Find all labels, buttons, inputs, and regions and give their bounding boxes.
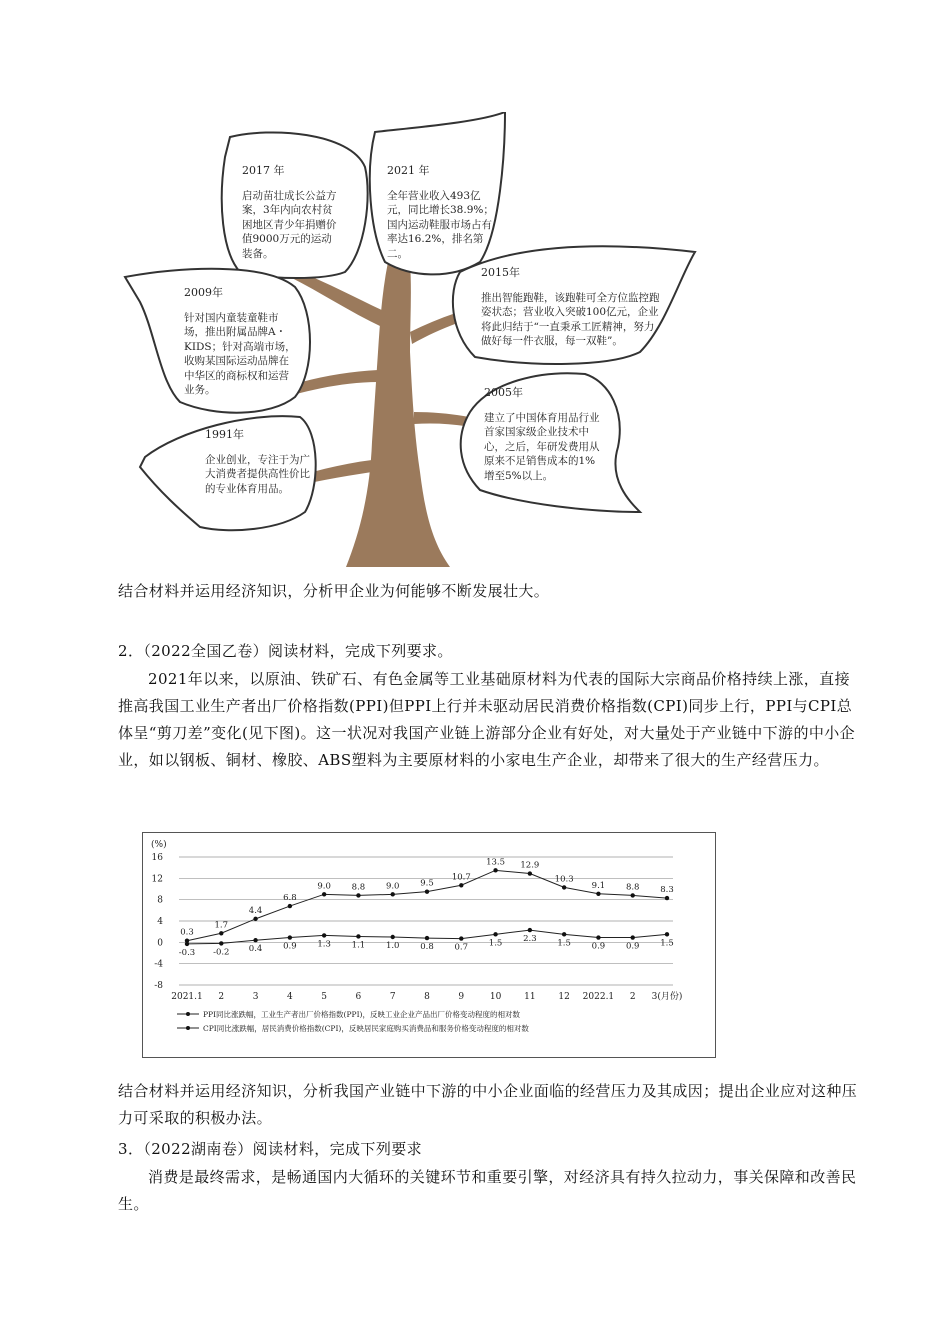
y-axis-label: (%) [151,840,167,850]
x-tick-label: 11 [524,992,536,1002]
data-label-ppi: 10.7 [451,872,471,883]
data-label-cpi: 0.7 [454,942,469,953]
data-label-ppi: 9.0 [317,881,331,892]
leaf-text-2015: 2015年 推出智能跑鞋，该跑鞋可全方位监控跑姿状态；营业收入突破100亿元，企业将此归结于“一直秉承工匠精神，努力做好每一件衣服，每一双鞋”。 [481,266,660,347]
data-point-cpi [528,928,532,932]
data-label-ppi: 10.3 [554,874,574,885]
data-label-ppi: 8.8 [625,882,640,893]
data-label-cpi: -0.2 [213,947,230,958]
data-point-ppi [391,892,395,896]
y-tick-label: -4 [154,959,163,970]
chart-svg [143,833,715,1057]
data-point-cpi [322,933,326,937]
data-point-cpi [425,936,429,940]
y-tick-label: 4 [157,917,163,927]
q2-heading: 2．（2022全国乙卷）阅读材料，完成下列要求。 [118,642,453,660]
data-label-cpi: 1.3 [317,939,331,950]
leaf-text-2009: 2009年 针对国内童装童鞋市场，推出附属品牌A・KIDS；针对高端市场，收购某国际运动品牌在中华区的商标权和运营业务。 [184,286,296,396]
leaf-text-1991: 1991年 企业创业，专注于为广大消费者提供高性价比的专业体育用品。 [205,428,310,495]
data-point-cpi [631,935,635,939]
y-tick-label: 16 [151,853,163,863]
x-tick-label: 2 [218,992,225,1002]
data-point-ppi [219,931,223,935]
legend-text: PPI同比涨跌幅，工业生产者出厂价格指数(PPI)，反映工业企业产品出厂价格变动程度的相对数 [203,1010,520,1019]
y-tick-label: 8 [157,895,163,906]
data-label-cpi: 0.9 [283,941,297,952]
data-point-cpi [253,938,257,942]
y-tick-label: -8 [154,981,163,991]
data-point-cpi [391,935,395,939]
data-label-cpi: 1.0 [385,941,400,951]
leaf-text-2005: 2005年 建立了中国体育用品行业首家国家级企业技术中心，之后，年研发费用从原来不足销售成本的1%增至5%以上。 [484,386,600,482]
data-point-ppi [631,893,635,897]
x-tick-label: 2022.1 [582,992,615,1002]
data-point-ppi [562,885,566,889]
data-label-ppi: 13.5 [486,857,506,868]
legend-marker [186,1026,190,1030]
x-tick-label: 2 [629,992,636,1002]
data-label-cpi: 1.5 [557,938,571,949]
data-label-cpi: 1.5 [488,938,503,949]
data-point-ppi [493,868,497,872]
data-label-cpi: 1.5 [660,938,674,949]
data-point-ppi [288,904,292,908]
data-point-cpi [356,934,360,938]
q3-heading: 3．（2022湖南卷）阅读材料，完成下列要求 [118,1140,423,1158]
leaf-text-2021: 2021 年 全年营业收入493亿元，同比增长38.9%；国内运动鞋服市场占有率达16.2%，排名第二。 [387,164,494,260]
y-tick-label: 0 [157,938,163,949]
data-point-ppi [665,896,669,900]
x-tick-label: 2021.1 [171,992,203,1002]
data-point-ppi [459,883,463,887]
data-label-ppi: 9.1 [591,880,606,891]
x-tick-label: 4 [286,992,293,1002]
x-tick-label: 5 [321,992,328,1002]
data-label-cpi: 1.1 [351,940,366,951]
data-label-cpi: 0.9 [625,941,640,952]
x-tick-label: 12 [558,992,570,1002]
data-point-ppi [425,889,429,893]
data-point-ppi [596,892,600,896]
data-point-ppi [356,893,360,897]
q2-body: 2021年以来，以原油、铁矿石、有色金属等工业基础原材料为代表的国际大宗商品价格持续上涨，直接推高我国工业生产者出厂价格指数(PPI)但PPI上行并未驱动居民消费价格指数(CPI)同步上行，PPI与CPI总体呈“剪刀差”变化(见下图)。这一状况对我国产业链上游部分企业有好处，对大量处于产业链中下游的中小企业，如以钢板、铜材、橡胶、ABS塑料为主要原材料的小家电生产企业，却带来了很大的生产经营压力。 [118,670,856,769]
x-tick-label: 8 [424,992,430,1002]
q1-prompt: 结合材料并运用经济知识，分析甲企业为何能够不断发展壮大。 [118,582,550,600]
data-point-cpi [562,932,566,936]
data-label-ppi: 6.8 [283,893,297,904]
data-point-cpi [596,935,600,939]
x-tick-label: 10 [489,992,502,1002]
data-label-ppi: 8.3 [660,885,674,896]
x-tick-label: 3(月份) [651,992,683,1002]
data-point-cpi [665,932,669,936]
data-label-cpi: -0.3 [178,947,196,958]
y-tick-label: 12 [151,874,163,885]
data-label-ppi: 8.8 [351,882,366,893]
q3-body: 消费是最终需求，是畅通国内大循环的关键环节和重要引擎，对经济具有持久拉动力，事关保障和改善民生。 [118,1168,857,1213]
x-tick-label: 3 [252,992,259,1002]
data-point-ppi [322,892,326,896]
data-label-cpi: 0.8 [420,942,434,953]
legend-text: CPI同比涨跌幅，居民消费价格指数(CPI)，反映居民家庭购买消费品和服务价格变动程度的相对数 [203,1024,529,1033]
data-point-cpi [219,941,223,945]
data-label-ppi: 4.4 [248,905,263,916]
x-tick-label: 9 [458,992,465,1002]
legend-marker [186,1012,190,1016]
data-point-cpi [493,932,497,936]
leaf-text-2017: 2017 年 启动苗壮成长公益方案，3年内向农村贫困地区青少年捐赠价值9000万元的运动装备。 [242,164,337,260]
data-label-ppi: 9.5 [420,878,434,889]
ppi-cpi-chart [142,832,716,1058]
x-tick-label: 7 [389,992,396,1002]
data-label-cpi: 0.9 [591,941,606,952]
data-point-ppi [253,917,257,921]
q2-prompt: 结合材料并运用经济知识，分析我国产业链中下游的中小企业面临的经营压力及其成因；提出企业应对这种压力可采取的积极办法。 [118,1082,858,1127]
data-label-ppi: 1.7 [214,920,229,931]
data-point-cpi [185,942,189,946]
data-label-ppi: 9.0 [385,881,400,892]
data-point-ppi [528,871,532,875]
data-point-cpi [288,935,292,939]
data-label-cpi: 0.4 [248,944,263,955]
x-tick-label: 6 [355,992,362,1002]
data-label-cpi: 2.3 [523,934,537,945]
data-label-ppi: 12.9 [520,860,540,871]
data-point-cpi [459,936,463,940]
data-label-ppi: 0.3 [180,927,194,938]
